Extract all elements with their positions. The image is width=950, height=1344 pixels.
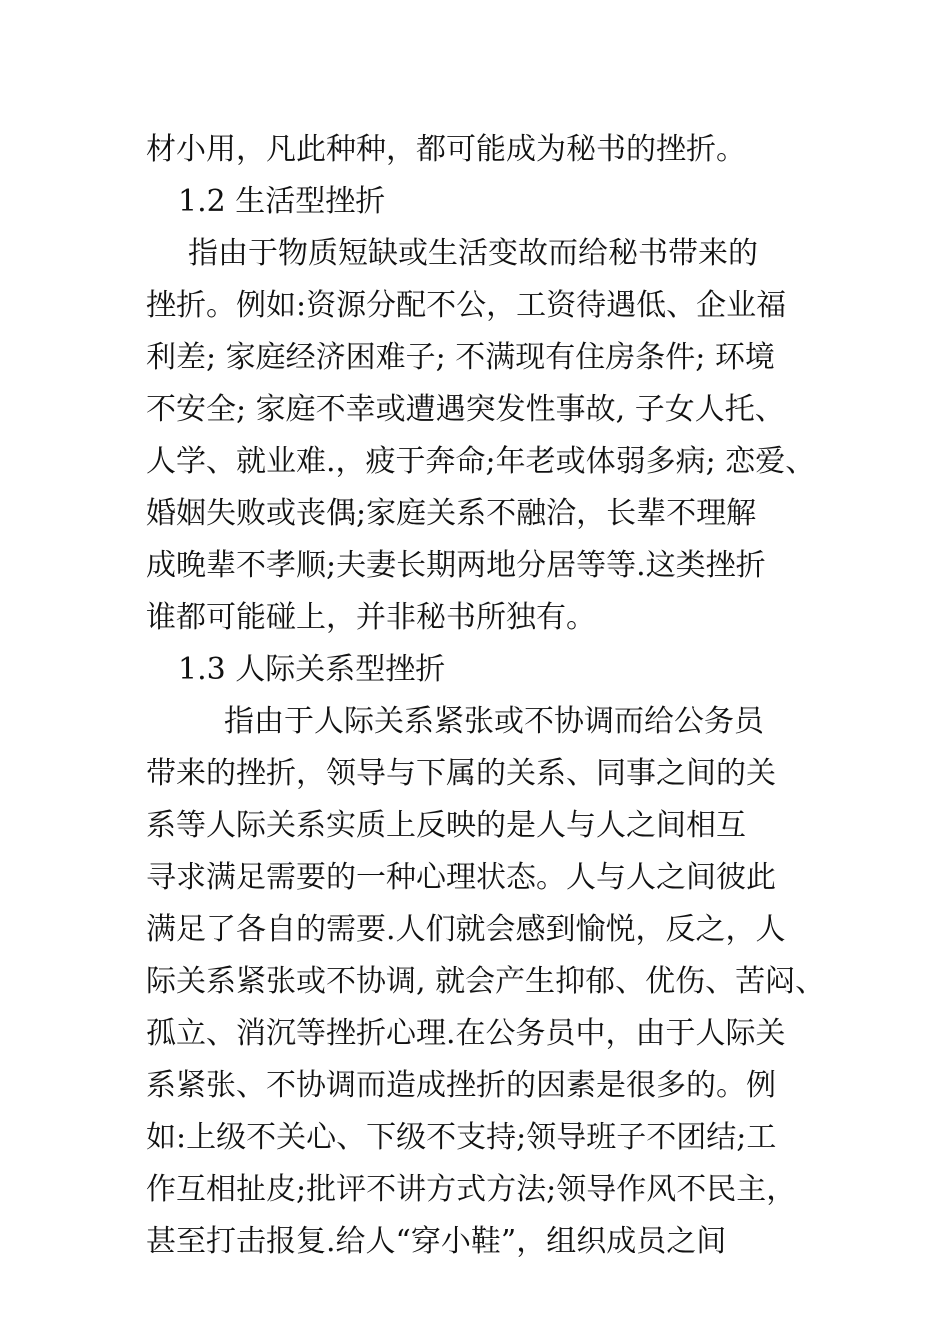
text-line: 人学、就业难.，疲于奔命;年老或体弱多病; 恋爱、 <box>146 444 816 479</box>
text-line: 谁都可能碰上，并非秘书所独有。 <box>146 600 596 635</box>
text-line: 际关系紧张或不协调, 就会产生抑郁、优伤、苦闷、 <box>146 964 826 999</box>
text-line: 寻求满足需要的一种心理状态。人与人之间彼此 <box>146 860 776 895</box>
text-line: 甚至打击报复.给人“穿小鞋”，组织成员之间 <box>146 1224 727 1259</box>
text-line: 作互相扯皮;批评不讲方式方法;领导作风不民主， <box>146 1172 797 1207</box>
text-line: 成晚辈不孝顺;夫妻长期两地分居等等.这类挫折 <box>146 548 766 583</box>
text-line: 系等人际关系实质上反映的是人与人之间相互 <box>146 808 746 843</box>
text-line: 不安全; 家庭不幸或遭遇突发性事故, 子女人托、 <box>146 392 785 427</box>
text-line: 系紧张、不协调而造成挫折的因素是很多的。例 <box>146 1068 776 1103</box>
text-line: 如:上级不关心、下级不支持;领导班子不团结;工 <box>146 1120 777 1155</box>
text-line: 带来的挫折，领导与下属的关系、同事之间的关 <box>146 756 776 791</box>
document-body <box>146 124 846 1268</box>
section-heading-1-3: 1.3 人际关系型挫折 <box>178 652 446 687</box>
text-line: 婚姻失败或丧偶;家庭关系不融洽，长辈不理解 <box>146 496 757 531</box>
text-line: 孤立、消沉等挫折心理.在公务员中，由于人际关 <box>146 1016 786 1051</box>
text-line: 指由于物质短缺或生活变故而给秘书带来的 <box>188 236 758 271</box>
text-line: 材小用，凡此种种，都可能成为秘书的挫折。 <box>146 132 746 167</box>
text-line: 挫折。例如:资源分配不公，工资待遇低、企业福 <box>146 288 787 323</box>
text-line: 满足了各自的需要.人们就会感到愉悦，反之，人 <box>146 912 786 947</box>
text-line: 指由于人际关系紧张或不协调而给公务员 <box>224 704 764 739</box>
text-line: 利差; 家庭经济困难子; 不满现有住房条件; 环境 <box>146 340 775 375</box>
section-heading-1-2: 1.2 生活型挫折 <box>178 184 386 219</box>
